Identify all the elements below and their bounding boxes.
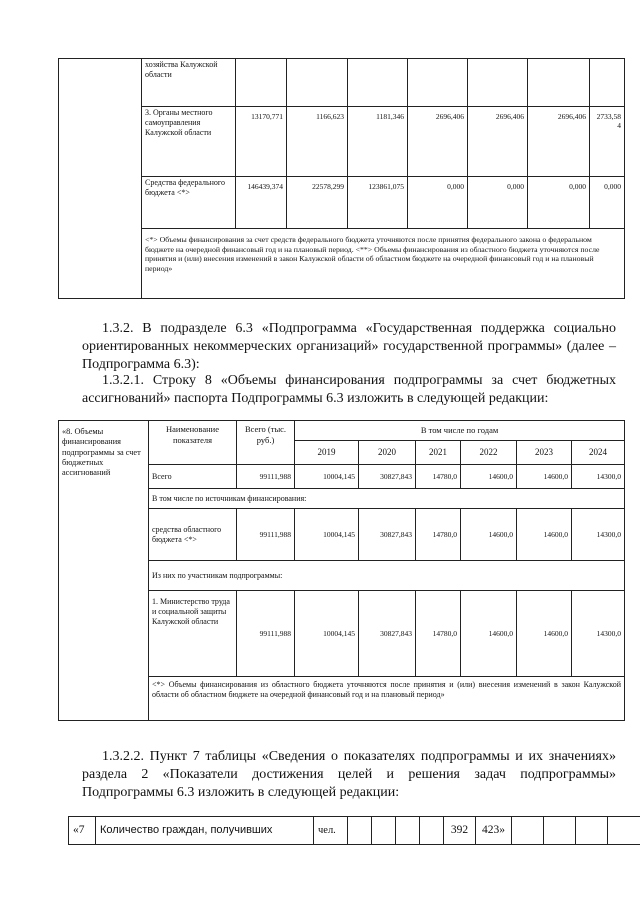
cell-value: 14600,0 [517, 509, 572, 561]
year-header: 2024 [572, 441, 625, 465]
funding-table-continued [58, 58, 625, 299]
row-name: хозяйства Калужской области [142, 59, 236, 107]
cell-value [528, 59, 590, 107]
indicator-name: Количество граждан, получивших [96, 817, 314, 845]
footnote: <*> Объемы финансирования за счет средств федерального бюджета уточняются после принятия федерального закона о федеральном бюджете на очередной финансовый год и на плановый период. <**> Объемы финансирования из областного бюджета уточняются после принятия и (или) внесения изменений в закон Калужской области об областном бюджете на очередной финансовый год и на плановый период» [142, 229, 625, 299]
value-cell: 392 [444, 817, 476, 845]
unit: чел. [314, 817, 348, 845]
cell-value [468, 59, 528, 107]
cell-value: 14600,0 [461, 509, 517, 561]
cell-value: 30827,843 [359, 509, 416, 561]
col-header-total: Всего (тыс. руб.) [237, 421, 295, 465]
cell-value: 30827,843 [359, 591, 416, 677]
cell-value: 0,000 [408, 177, 468, 229]
empty-cell [372, 817, 396, 845]
cell-value: 2696,406 [408, 107, 468, 177]
footnote: <*> Объемы финансирования из областного бюджета уточняются после принятия и (или) внесения изменений в закон Калужской области об областном бюджете на очередной финансовый год и на плановый период» [149, 677, 625, 721]
col-header-years: В том числе по годам [295, 421, 625, 441]
cell-value [408, 59, 468, 107]
participants-label: Из них по участникам подпрограммы: [149, 561, 625, 591]
paragraph-1-3-2-2 [82, 748, 616, 802]
cell-value: 14300,0 [572, 465, 625, 489]
cell-value [590, 59, 625, 107]
table-row [59, 421, 625, 441]
cell-value: 14600,0 [461, 591, 517, 677]
row-name: Средства федерального бюджета <*> [142, 177, 236, 229]
cell-total: 99111,988 [237, 509, 295, 561]
cell-value: 2696,406 [468, 107, 528, 177]
row-name: средства областного бюджета <*> [149, 509, 237, 561]
paragraph-1-3-2 [82, 320, 616, 374]
year-header: 2021 [416, 441, 461, 465]
cell-value [287, 59, 348, 107]
cell-value: 0,000 [468, 177, 528, 229]
empty-cell [420, 817, 444, 845]
cell-value: 1181,346 [348, 107, 408, 177]
empty-cell [608, 817, 640, 845]
cell-value: 14780,0 [416, 509, 461, 561]
cell-value: 10004,145 [295, 591, 359, 677]
empty-cell [576, 817, 608, 845]
financing-passport-table [58, 420, 625, 721]
table-row [69, 817, 640, 845]
paragraph-1-3-2-1 [82, 372, 616, 408]
cell-value: 14300,0 [572, 591, 625, 677]
value-cell: 423» [476, 817, 512, 845]
year-header: 2019 [295, 441, 359, 465]
row-label: «8. Объемы финансирования подпрограммы за счет бюджетных ассигнований [59, 421, 149, 721]
cell-total: 99111,988 [237, 465, 295, 489]
table-row [59, 229, 625, 299]
row-name: 3. Органы местного самоуправления Калужской области [142, 107, 236, 177]
paragraph-text: 1.3.2. В подразделе 6.3 «Подпрограмма «Государственная поддержка социально ориентированных некоммерческих организаций» государственной программы» (далее – Подпрограмма 6.3): [82, 321, 616, 372]
cell-value: 0,000 [528, 177, 590, 229]
col-header-name: Наименование показателя [149, 421, 237, 465]
empty-cell [544, 817, 576, 845]
cell-value: 14600,0 [461, 465, 517, 489]
cell-value: 123861,075 [348, 177, 408, 229]
year-header: 2023 [517, 441, 572, 465]
cell-value: 14300,0 [572, 509, 625, 561]
row-number: «7 [69, 817, 96, 845]
cell-value: 1166,623 [287, 107, 348, 177]
row-name: 1. Министерство труда и социальной защиты Калужской области [149, 591, 237, 677]
cell-value: 22578,299 [287, 177, 348, 229]
sources-label: В том числе по источникам финансирования: [149, 489, 625, 509]
cell-total: 99111,988 [237, 591, 295, 677]
paragraph-text: 1.3.2.2. Пункт 7 таблицы «Сведения о показателях подпрограммы и их значениях» раздела 2 «Показатели достижения целей и решения задач подпрограммы» Подпрограммы 6.3 изложить в следующей редакции: [82, 749, 616, 800]
cell-value: 14600,0 [517, 465, 572, 489]
cell-value: 14780,0 [416, 591, 461, 677]
cell-value: 14780,0 [416, 465, 461, 489]
empty-cell [512, 817, 544, 845]
cell-value: 13170,771 [236, 107, 287, 177]
cell-value: 146439,374 [236, 177, 287, 229]
table-row [59, 177, 625, 229]
empty-cell [348, 817, 372, 845]
cell-value [348, 59, 408, 107]
table-row [59, 59, 625, 107]
indicator-table [68, 816, 640, 845]
year-header: 2020 [359, 441, 416, 465]
row-name: Всего [149, 465, 237, 489]
year-header: 2022 [461, 441, 517, 465]
paragraph-text: 1.3.2.1. Строку 8 «Объемы финансирования подпрограммы за счет бюджетных ассигнований» паспорта Подпрограммы 6.3 изложить в следующей редакции: [82, 373, 616, 406]
cell-value: 30827,843 [359, 465, 416, 489]
cell-value: 14600,0 [517, 591, 572, 677]
cell-value: 2733,584 [590, 107, 625, 177]
empty-left-cell [59, 59, 142, 299]
cell-value [236, 59, 287, 107]
cell-value: 10004,145 [295, 509, 359, 561]
cell-value: 2696,406 [528, 107, 590, 177]
cell-value: 10004,145 [295, 465, 359, 489]
cell-value: 0,000 [590, 177, 625, 229]
empty-cell [396, 817, 420, 845]
table-row [59, 107, 625, 177]
